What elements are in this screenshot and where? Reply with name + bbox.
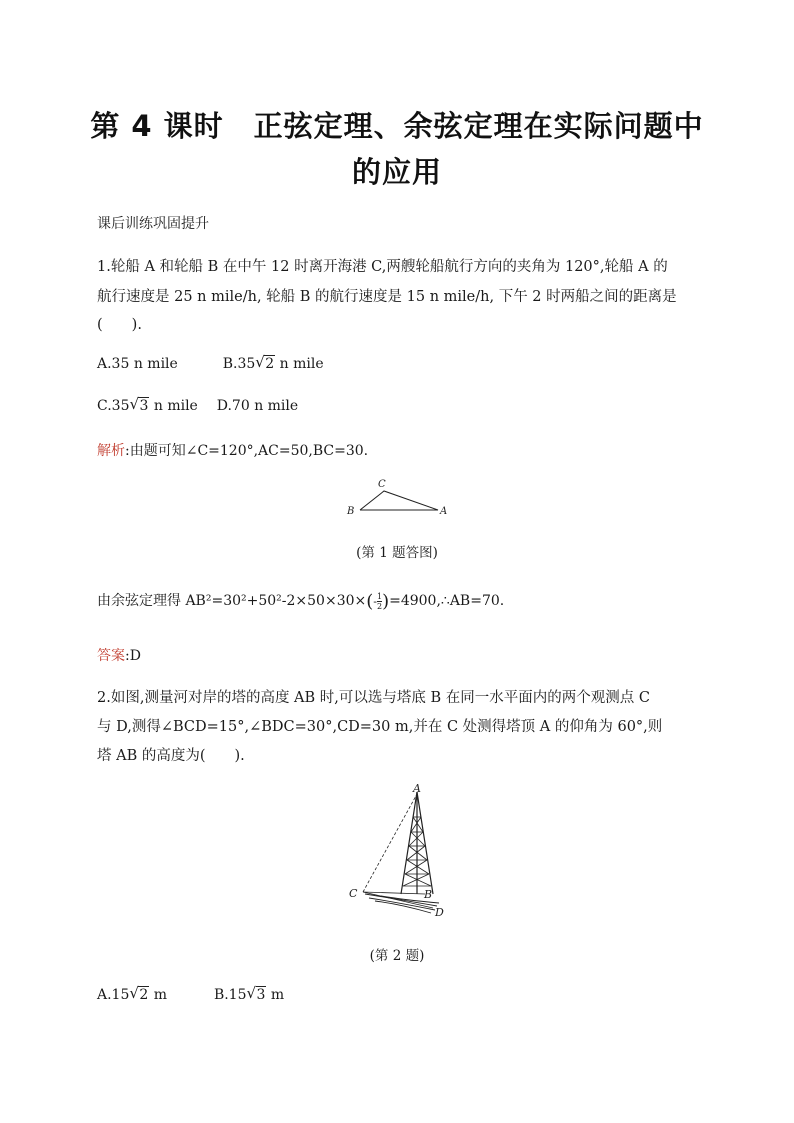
fraction-one-half: $\frac{1}{2}$ [376, 591, 383, 611]
section-heading: 课后训练巩固提升 [97, 216, 209, 232]
q2-stem-line-2: 与 D,测得∠BCD=15°,∠BDC=30°,CD=30 m,并在 C 处测得塔顶 A 的仰角为 60°,则 [97, 719, 663, 735]
sqrt-symbol: √ 3 [129, 395, 149, 414]
sqrt-symbol: √ 2 [255, 353, 275, 372]
q1-answer [97, 645, 141, 665]
page-title-line-1: 第 4 课时 正弦定理、余弦定理在实际问题中 [90, 109, 704, 143]
q1-options-row-2 [97, 395, 299, 414]
q1-triangle-figure [340, 474, 460, 522]
answer-text: :D [125, 648, 141, 664]
answer-label: 答案 [97, 648, 125, 664]
q1-option-b: B.35 √ 2 n mile [222, 353, 324, 372]
figure-label-b: B [347, 506, 355, 517]
page-title-line-2: 的应用 [351, 155, 442, 189]
analysis-label: 解析 [97, 443, 125, 459]
q2-stem-line-3: 塔 AB 的高度为( ). [97, 748, 245, 764]
figure-label-d: D [435, 906, 444, 919]
sqrt-symbol: √ 3 [246, 984, 266, 1003]
q1-option-a: A.35 n mile [97, 356, 178, 372]
q1-option-c: C.35 √ 3 n mile [97, 395, 198, 414]
q2-option-a: A.15 √ 2 m [97, 984, 168, 1003]
q1-analysis [97, 440, 368, 460]
q2-options-row-1 [97, 984, 285, 1003]
q1-options-row-1 [97, 353, 324, 372]
q1-stem-line-1: 1.轮船 A 和轮船 B 在中午 12 时离开海港 C,两艘轮船航行方向的夹角为 120°,轮船 A 的 [97, 259, 668, 275]
q1-formula: 由余弦定理得 AB²=30²+50²-2×50×30×(- $\frac{1}{2}$ )=4900,∴AB=70. [97, 591, 505, 612]
q1-stem-line-2: 航行速度是 25 n mile/h, 轮船 B 的航行速度是 15 n mile/h, 下午 2 时两船之间的距离是 [97, 289, 677, 305]
q2-stem-line-1: 2.如图,测量河对岸的塔的高度 AB 时,可以选与塔底 B 在同一水平面内的两个观测点 C [97, 690, 650, 706]
figure-label-a: A [440, 506, 448, 517]
figure-label-b: B [424, 888, 433, 901]
q2-option-b: B.15 √ 3 m [213, 984, 285, 1003]
figure-label-c: C [349, 887, 358, 900]
q2-tower-figure [345, 782, 455, 922]
q1-option-d: D.70 n mile [216, 398, 299, 414]
figure-label-c: C [378, 479, 386, 490]
q1-stem-line-3: ( ). [97, 317, 142, 333]
analysis-text: :由题可知∠C=120°,AC=50,BC=30. [125, 443, 369, 459]
q2-figure-caption: (第 2 题) [369, 948, 425, 964]
sqrt-symbol: √ 2 [129, 984, 149, 1003]
q1-figure-caption: (第 1 题答图) [356, 545, 438, 561]
figure-label-a: A [413, 782, 421, 795]
